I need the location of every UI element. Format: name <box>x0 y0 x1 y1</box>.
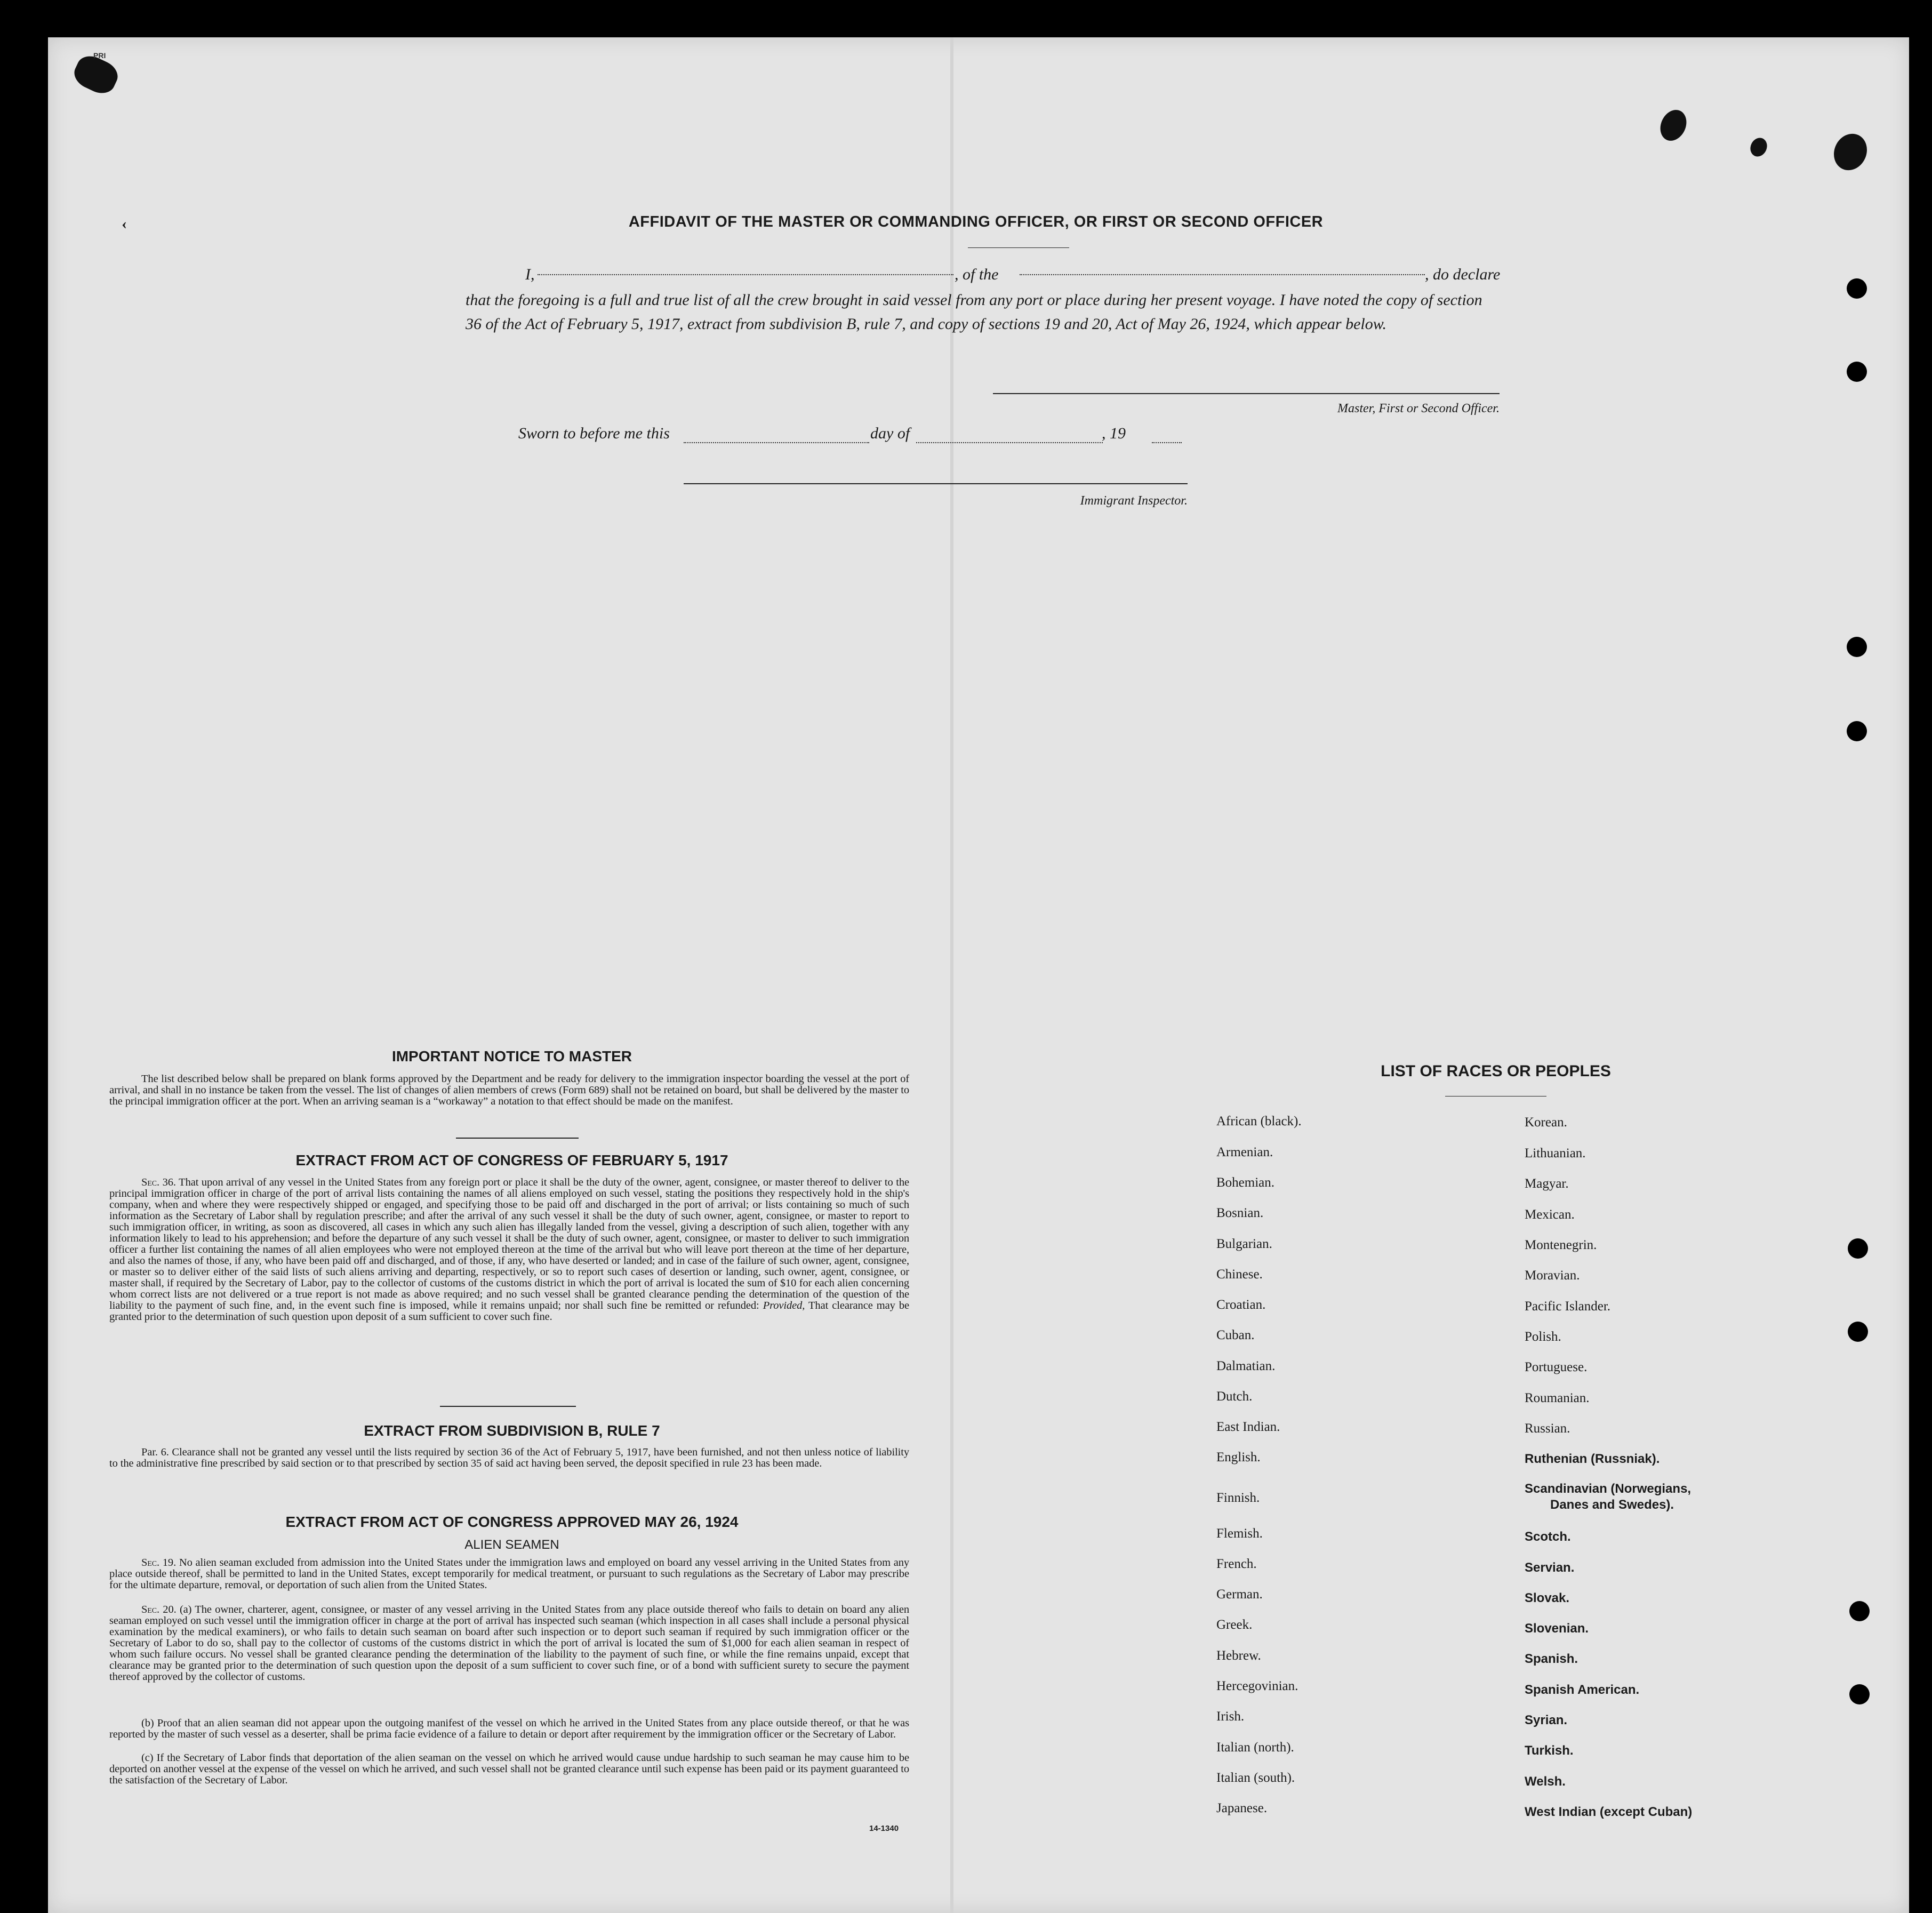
year-prefix: , 19 <box>1102 425 1126 442</box>
race-item: West Indian (except Cuban) <box>1525 1805 1693 1819</box>
race-item: Chinese. <box>1216 1267 1263 1282</box>
race-item: Bohemian. <box>1216 1175 1275 1190</box>
race-item: Slovak. <box>1525 1591 1570 1605</box>
section-rule <box>440 1406 576 1407</box>
race-item: German. <box>1216 1587 1263 1602</box>
race-item: Hebrew. <box>1216 1648 1261 1663</box>
race-item: Scandinavian (Norwegians, <box>1525 1482 1691 1496</box>
sec-36-text: That upon arrival of any vessel in the United States from any foreign port or place it shall be the duty of the owner, agent, consignee, or master thereof to deliver to the principal immigration officer in charge of the port of arrival lists containing the names of all aliens employed on such vessel, stating the positions they respectively hold in the ship's company, when and where they were respectively shipped or engaged, and specifying those to be paid off and discharged in the port of arrival; or lists containing so much of such information as the Secretary of Labor shall by regulation prescribe; and after the arrival of any such vessel it shall be the duty of such owner, agent, consignee, or master to report to such immigration officer, in writing, as soon as discovered, all cases in which any such alien has illegally landed from the vessel, giving a description of such alien, together with any information likely to lead to his apprehension; and before the departure of any such vessel it shall be the duty of such owner, agent, consignee, or master to deliver to such immigration officer a further list containing the names of all alien employees who were not employed thereon at the time of the arrival but who will leave port thereon at the time of her departure, and also the names of those, if any, who have been paid off and discharged, and of those, if any, who have deserted or landed; and in case of the failure of such owner, agent, consignee, or master so to deliver either of the said lists of such aliens arriving and departing, respectively, or so to report such cases of desertion or landing, such owner, agent, consignee, or master shall, if required by the Secretary of Labor, pay to the collector of customs of the customs district in which the port of arrival is located the sum of $10 for each alien concerning whom correct lists are not delivered or a true report is not made as above required; and no such vessel shall be granted clearance pending the determination of the question of the liability to the payment of such fine, and, in the event such fine is imposed, while it remains unpaid; nor shall such fine be remitted or refunded: <box>109 1176 909 1311</box>
alien-seamen-subtitle: ALIEN SEAMEN <box>464 1538 559 1552</box>
race-item: Welsh. <box>1525 1774 1566 1789</box>
sec-19-paragraph <box>109 1557 909 1591</box>
race-item: Danes and Swedes). <box>1550 1498 1674 1512</box>
form-number: 14-1340 <box>869 1824 899 1833</box>
binder-hole <box>1849 1684 1870 1704</box>
race-item: Irish. <box>1216 1709 1245 1724</box>
race-item: Moravian. <box>1525 1268 1580 1283</box>
margin-mark: ‹ <box>122 215 127 233</box>
day-of-label: day of <box>870 425 910 442</box>
race-item: Roumanian. <box>1525 1391 1590 1405</box>
vessel-name-field[interactable] <box>1020 274 1425 275</box>
race-item: Japanese. <box>1216 1801 1268 1815</box>
race-item: Pacific Islander. <box>1525 1299 1611 1314</box>
extract-1917-title: EXTRACT FROM ACT OF CONGRESS OF FEBRUARY 5, 1917 <box>295 1152 728 1168</box>
extract-1924-title: EXTRACT FROM ACT OF CONGRESS APPROVED MAY 26, 1924 <box>285 1514 739 1530</box>
declarant-prefix: I, <box>525 266 535 283</box>
sec-20c-paragraph: (c) If the Secretary of Labor finds that deportation of the alien seaman on the vessel on which he arrived would cause undue hardship to such seaman he may cause him to be deported on another vessel at the expense of the vessel on which he arrived, and such vessel shall not be granted clearance until such expense has been paid or its payment guaranteed to the satisfaction of the Secretary of Labor. <box>109 1752 909 1786</box>
race-item: Polish. <box>1525 1330 1561 1344</box>
notice-body: The list described below shall be prepared on blank forms approved by the Department and be ready for delivery to the immigration inspector boarding the vessel at the port of arrival, and shall in no instance be taken from the vessel. The list of changes of alien members of crews (Form 689) shall not be retained on board, but shall be delivered by the master to the principal immigration officer at the port. When an arriving seaman is a “workaway” a notation to that effect should be made on the manifest. <box>109 1073 909 1107</box>
affidavit-title: AFFIDAVIT OF THE MASTER OR COMMANDING OFFICER, OR FIRST OR SECOND OFFICER <box>628 213 1324 230</box>
race-item: Korean. <box>1525 1115 1567 1130</box>
race-item: Ruthenian (Russniak). <box>1525 1452 1660 1466</box>
master-signature-line[interactable] <box>993 393 1500 394</box>
race-item: Turkish. <box>1525 1743 1574 1758</box>
sworn-year-field[interactable] <box>1152 442 1182 443</box>
sec-36-label: Sec. 36. <box>141 1176 176 1188</box>
race-item: Flemish. <box>1216 1526 1263 1541</box>
inspector-signature-line[interactable] <box>684 483 1188 484</box>
race-item: Portuguese. <box>1525 1360 1588 1374</box>
race-item: African (black). <box>1216 1114 1302 1128</box>
race-item: Magyar. <box>1525 1176 1569 1191</box>
declaration-text: that the foregoing is a full and true list of all the crew brought in said vessel from any port or place during her present voyage. I have noted the copy of section 36 of the Act of February 5, 1917, extract from subdivision B, rule 7, and copy of sections 19 and 20, Act of May 26, 1924, which appear below. <box>466 291 1482 333</box>
race-item: Bulgarian. <box>1216 1237 1272 1251</box>
sec-36-text-end: That clearance may be granted prior to the determination of such question upon deposit of a sum sufficient to cover such fine. <box>109 1300 909 1323</box>
race-item: Montenegrin. <box>1525 1238 1597 1252</box>
binder-hole <box>1849 1601 1870 1621</box>
master-signature-label: Master, First or Second Officer. <box>1337 402 1500 415</box>
provided-label: Provided, <box>763 1300 805 1311</box>
race-item: Dalmatian. <box>1216 1359 1276 1373</box>
inspector-signature-label: Immigrant Inspector. <box>1080 494 1188 508</box>
race-item: Spanish American. <box>1525 1683 1640 1697</box>
sworn-month-field[interactable] <box>916 442 1103 443</box>
binder-hole <box>1847 637 1867 657</box>
race-item: Italian (south). <box>1216 1771 1295 1785</box>
sec-20b-paragraph: (b) Proof that an alien seaman did not appear upon the outgoing manifest of the vessel on which he arrived in the United States from any place outside thereof, or that he was reported by the master of such vessel as a deserter, shall be prima facie evidence of a failure to detain or deport after requirement by the immigration officer or the Secretary of Labor. <box>109 1717 909 1740</box>
binder-hole <box>1848 1322 1868 1342</box>
race-item: Servian. <box>1525 1560 1575 1575</box>
race-item: Scotch. <box>1525 1530 1571 1544</box>
race-item: Dutch. <box>1216 1389 1253 1404</box>
race-item: East Indian. <box>1216 1420 1280 1434</box>
race-item: Italian (north). <box>1216 1740 1294 1755</box>
binder-hole <box>1847 362 1867 382</box>
title-rule <box>968 247 1069 248</box>
extract-1917-body <box>109 1177 909 1323</box>
race-item: Mexican. <box>1525 1207 1575 1222</box>
race-item: Greek. <box>1216 1618 1253 1632</box>
of-the-label: , of the <box>955 266 999 283</box>
race-item: Slovenian. <box>1525 1621 1589 1636</box>
sworn-day-field[interactable] <box>684 442 869 443</box>
extract-rule7-title: EXTRACT FROM SUBDIVISION B, RULE 7 <box>364 1422 660 1439</box>
race-item: Syrian. <box>1525 1713 1568 1727</box>
race-item: Lithuanian. <box>1525 1146 1586 1160</box>
printer-mark: PRI <box>93 51 106 60</box>
binder-hole <box>1847 721 1867 741</box>
race-item: Russian. <box>1525 1421 1570 1436</box>
race-item: Bosnian. <box>1216 1206 1264 1220</box>
sec-19-text: No alien seaman excluded from admission into the United States under the immigration laws and employed on board any vessel arriving in the United States from any place outside thereof, shall be permitted to land in the United States, except temporarily for medical treatment, or pursuant to such regulations as the Secretary of Labor may prescribe for the ultimate departure, removal, or deportation of such alien from the United States. <box>109 1557 909 1591</box>
extract-rule7-body: Par. 6. Clearance shall not be granted any vessel until the lists required by section 36 of the Act of February 5, 1917, have been furnished, and not then unless notice of liability to the administrative fine prescribed by said section or to that prescribed by section 35 of said act having been served, the deposit specified in rule 23 has been made. <box>109 1446 909 1469</box>
race-item: Cuban. <box>1216 1328 1255 1342</box>
race-item: Croatian. <box>1216 1298 1266 1312</box>
declarant-name-field[interactable] <box>538 274 953 275</box>
sec-19-label: Sec. 19. <box>141 1557 177 1568</box>
sworn-prefix: Sworn to before me this <box>518 425 670 442</box>
race-item: Hercegovinian. <box>1216 1679 1298 1693</box>
races-title: LIST OF RACES OR PEOPLES <box>1381 1062 1611 1080</box>
race-item: Spanish. <box>1525 1652 1578 1666</box>
sec-20a-text: (a) The owner, charterer, agent, consignee, or master of any vessel arriving in the United States from any place outside thereof who fails to detain on board any alien seaman employed on such vessel until the immigration officer in charge at the port of arrival has inspected such seaman (which inspection in all cases shall include a personal physical examination by the medical examiners), or who fails to detain such seaman on board after such inspection or to deport such seaman if required by such immigration officer or the Secretary of Labor to do so, shall pay to the collector of customs of the customs district in which the port of arrival is located the sum of $1,000 for each alien seaman in respect of whom such failure occurs. No vessel shall be granted clearance pending the determination of the liability to the payment of such fine, or while the fine remains unpaid, except that clearance may be granted prior to the determination of such question upon the deposit of a sum sufficient to cover such fine, or of a bond with sufficient surety to secure the payment thereof approved by the collector of customs. <box>109 1604 909 1683</box>
do-declare-label: , do declare <box>1425 266 1501 283</box>
binder-hole <box>1848 1238 1868 1259</box>
race-item: English. <box>1216 1450 1261 1464</box>
section-rule <box>456 1138 579 1139</box>
race-item: Finnish. <box>1216 1491 1260 1505</box>
notice-title: IMPORTANT NOTICE TO MASTER <box>391 1048 632 1064</box>
sec-20a-paragraph <box>109 1604 909 1683</box>
race-item: Armenian. <box>1216 1145 1273 1159</box>
sec-20-label: Sec. 20. <box>141 1604 177 1615</box>
race-item: French. <box>1216 1557 1257 1571</box>
binder-hole <box>1847 278 1867 299</box>
